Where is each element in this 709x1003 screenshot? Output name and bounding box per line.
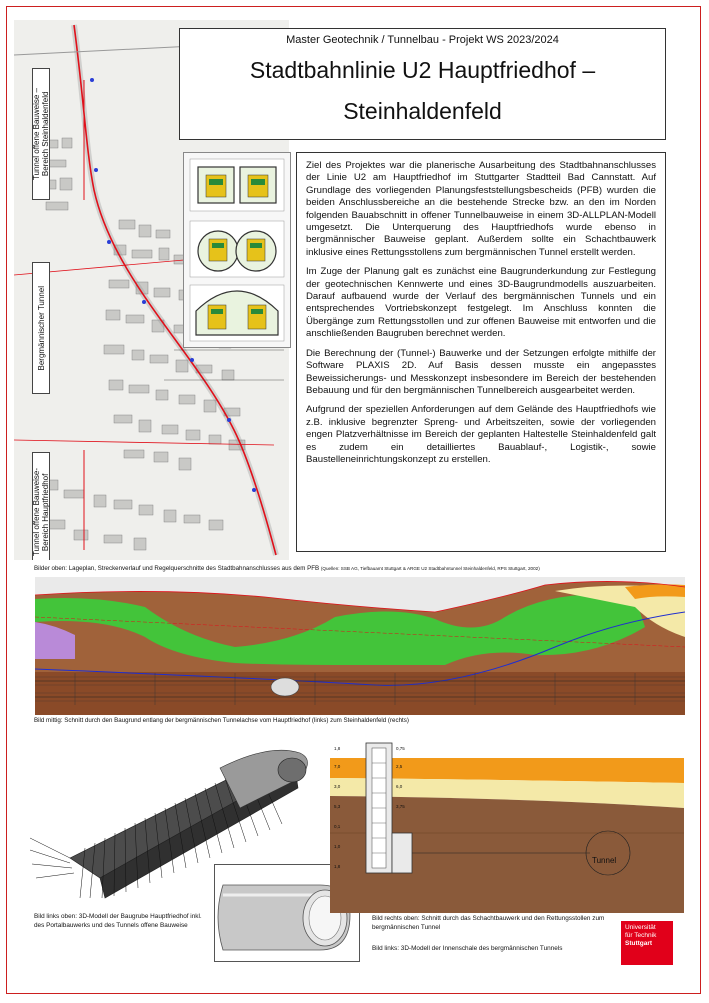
- dim-4: 0,1: [334, 824, 341, 829]
- caption-top-text: Bilder oben: Lageplan, Streckenverlauf und Regelquerschnitte des Stadtbahnanschlusses aus dem PFB: [34, 565, 320, 572]
- cross-section-open-cut: [190, 159, 284, 211]
- project-description: [296, 152, 666, 552]
- geological-section: [35, 577, 685, 715]
- map-label-bergmaennisch-text: Bergmännischer Tunnel: [36, 285, 46, 371]
- dim-10: 3,75: [396, 804, 405, 809]
- caption-top-source: (Quellen: SSB AG, Tiefbauamt Stuttgart & ARGE U2 Stadtbahntunnel Steinhaldenfeld, RPS Stuttgart, 2002): [320, 566, 540, 571]
- cross-sections-drawing: [184, 153, 290, 347]
- cross-section-mined-tunnel: [190, 285, 284, 341]
- dim-6: 1,8: [334, 864, 341, 869]
- logo-line3: Stuttgart: [625, 940, 653, 947]
- paragraph-3: Die Berechnung der (Tunnel-) Bauwerke und der Setzungen erfolgte mithilfe der Software PLAXIS 2D. Auf Basis dessen musste ein angepasstes Beweissicherungs- und Messkonzept insbesondere im Bereich der bestehenden Bebauung und für den bergmännischen Tunnelbereich ausgearbeitet werden.: [306, 347, 656, 396]
- tunnel-label: Tunnel: [592, 856, 617, 865]
- course-line: Master Geotechnik / Tunnelbau - Projekt WS 2023/2024: [286, 34, 559, 46]
- dim-3: 5,3: [334, 804, 341, 809]
- page-title-line1: Stadtbahnlinie U2 Hauptfriedhof –: [249, 57, 596, 83]
- paragraph-4: Aufgrund der speziellen Anforderungen auf dem Gelände des Hauptfriedhofs wie z.B. inklusive begrenzter Spreng- und Arbeitszeiten, sowie der vorliegenden engen Platzverhältnisse im Bereich der geplanten Haltestelle Steinhaldenfeld galt es zudem ein detailliertes Bauablauf-, Logistik-, sowie Baustelleneinrichtungskonzept zu erstellen.: [306, 404, 656, 465]
- university-logo: [621, 921, 673, 965]
- caption-top: [34, 565, 694, 573]
- geological-section-drawing: [35, 577, 685, 715]
- paragraph-2: Im Zuge der Planung galt es zunächst eine Baugrunderkundung zur Festlegung der geotechnischen Kennwerte und eines 3D-Baugrundmodells auszuarbeiten. Darauf aufbauend wurde der Verlauf des bergmännischen Tunnels und ein entsprechendes Vortriebskonzept festgelegt. Im Anschluss konnten die Übergänge zum Rettungsstollen und zur offenen Bauweise mit entworfen und die anschließenden Baugruben berechnet werden.: [306, 266, 656, 340]
- caption-middle: Bild mittig: Schnitt durch den Baugrund entlang der bergmännischen Tunnelachse vom Hauptfriedhof (links) zum Steinhaldenfeld (rechts): [34, 717, 409, 724]
- page-title-line2: Steinhaldenfeld: [343, 98, 502, 124]
- logo-line2: für Technik: [625, 932, 657, 939]
- dim-0: 1,8: [334, 746, 341, 751]
- cross-sections-panel: [183, 152, 291, 348]
- title-box: [179, 28, 666, 140]
- dim-1: 7,0: [334, 764, 341, 769]
- map-label-steinhaldenfeld-text: Tunnel offene Bauweise – Bereich Steinhaldenfeld: [32, 87, 50, 181]
- cross-section-double-tube: [190, 221, 284, 277]
- dim-9: 6,0: [396, 784, 403, 789]
- shaft-section: [330, 738, 684, 913]
- map-label-hauptfriedhof-text: Tunnel offene Bauweise- Bereich Hauptfriedhof: [32, 467, 50, 557]
- dim-8: 2,5: [396, 764, 403, 769]
- map-label-bergmaennisch: [32, 262, 50, 394]
- caption-bottom-left: Bild links oben: 3D-Modell der Baugrube Hauptfriedhof inkl. des Portalbauwerks und des Tunnels offene Bauweise: [34, 913, 202, 929]
- paragraph-1: Ziel des Projektes war die planerische Ausarbeitung des Stadtbahnanschlusses der Linie U2 am Hauptfriedhof im Stuttgarter Stadtteil Bad Cannstatt. Auf Grundlage des vorliegenden Planungsfeststellungsbescheids (PFB) wurden die beiden Anschlussbereiche an die bestehende Strecke bzw. an den im Norden folgenden Bauabschnitt in offener Tunnelbauweise in einem 3D-ALLPLAN-Modell umgesetzt. Die Unterquerung des Hauptfriedhofs wurde ebenso in bergmännischer Bauweise geplant. Außerdem sollte ein Schachtbauwerk inklusive eines Rettungsstollens zum bergmännischen Tunnel erstellt werden.: [306, 160, 656, 258]
- map-label-hauptfriedhof: [32, 452, 50, 560]
- dim-2: 3,0: [334, 784, 341, 789]
- caption-bottom-right-1: Bild rechts oben: Schnitt durch das Schachtbauwerk und den Rettungsstollen zum bergmännischen Tunnel: [372, 915, 605, 931]
- logo-line1: Universität: [625, 924, 656, 931]
- map-label-steinhaldenfeld: [32, 68, 50, 200]
- dim-5: 1,0: [334, 844, 341, 849]
- caption-bottom-right-2: Bild links: 3D-Modell der Innenschale des bergmännischen Tunnels: [372, 945, 563, 952]
- shaft-section-drawing: [330, 738, 684, 913]
- dim-7: 0,75: [396, 746, 405, 751]
